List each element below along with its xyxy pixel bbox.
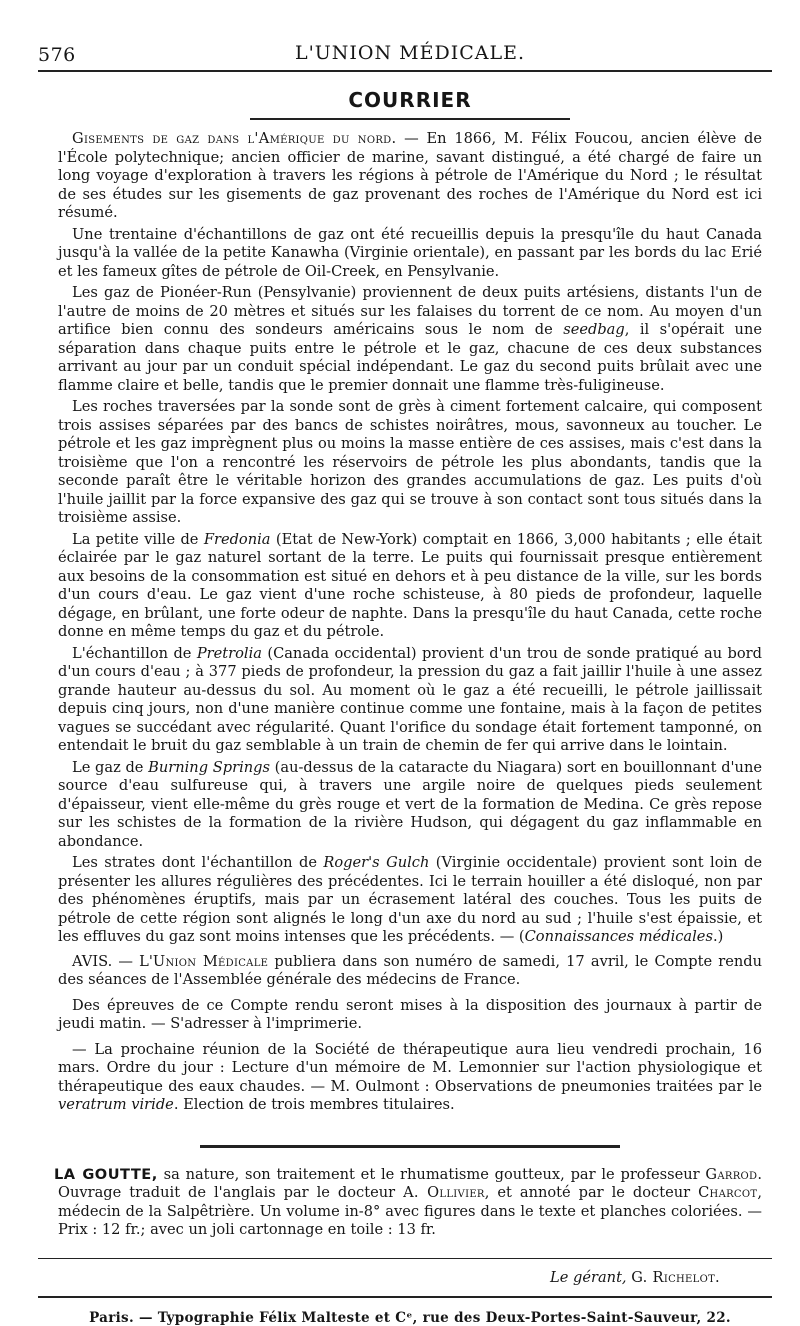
- article-paragraph: Le gaz de Burning Springs (au-dessus de la cataracte du Niagara) sort en bouillonnant d'une source d'eau sulfureuse qui, à travers une argile noire de quelques pieds seulement d'épaisseur, vient elle-même du grès rouge et vert de la formation de Medina. Ce grès repose sur les schistes de la formation de la rivière Hudson, qui dégagent du gaz inflammable en abondance.: [58, 758, 762, 850]
- section-title-rule: [250, 118, 570, 120]
- notices: [58, 953, 762, 1115]
- article-paragraph: Les gaz de Pionéer-Run (Pensylvanie) proviennent de deux puits artésiens, distants l'un de l'autre de moins de 20 mètres et situés sur les falaises du torrent de ce nom. Au moyen d'un artifice bien connu des sondeurs américains sous le nom de seedbag, il s'opérait une séparation dans chaque puits entre le pétrole et le gaz, chacune de ces deux substances arrivant au jour par un conduit spécial indépendant. Le gaz du second puits brûlait avec une flamme claire et belle, tandis que le premier donnait une flamme très-fuligineuse.: [58, 284, 762, 394]
- book-advertisement: LA GOUTTE, sa nature, son traitement et le rhumatisme goutteux, par le professeur Garrod. Ouvrage traduit de l'anglais par le docteur A. Ollivier, et annoté par le docteur Charcot, médecin de la Salpêtrière. Un volume in-8° avec figures dans le texte et planches coloriées. — Prix : 12 fr.; avec un joli cartonnage en toile : 13 fr.: [54, 1165, 763, 1238]
- article-gas-deposits: [58, 130, 762, 947]
- running-head: [38, 36, 762, 70]
- page-number: 576: [38, 44, 76, 66]
- italic-place: Burning Springs: [148, 758, 270, 776]
- italic-place: Roger's Gulch: [323, 854, 430, 871]
- article-paragraph: La petite ville de Fredonia (Etat de New-York) comptait en 1866, 3,000 habitants ; elle était éclairée par le gaz naturel sortant de la terre. Le puits qui fournissait presque entièrement aux besoins de la consommation est situé en dehors et à peu distance de la ville, sur les bords d'un cours d'eau. Le gaz vient d'une roche schisteuse, à 80 pieds de profondeur, laquelle dégage, en brûlant, une forte odeur de naphte. Dans la presqu'île du haut Canada, cette roche donne en même temps du gaz et du pétrole.: [58, 530, 762, 640]
- avis-notice: AVIS. — L'Union Médicale publiera dans son numéro de samedi, 17 avril, le Compte rendu des séances de l'Assemblée générale des médecins de France.: [58, 952, 763, 988]
- footer-rule-bottom: [38, 1296, 772, 1298]
- article-paragraph: L'échantillon de Pretrolia (Canada occidental) provient d'un trou de sonde pratiqué au bord d'un cours d'eau ; à 377 pieds de profondeur, la pression du gaz a fait jaillir l'huile à une assez grande hauteur au-dessus du sol. Au moment où le gaz a été recueilli, le pétrole jaillissait depuis cinq jours, non d'une manière continue comme une fontaine, mais à la façon de petites vagues se succédant avec régularité. Quant l'orifice du sondage était fortement tamponné, on entendait le bruit du gaz semblable à un train de chemin de fer qui arrive dans le lointain.: [58, 644, 762, 754]
- article-paragraph: Les strates dont l'échantillon de Roger's Gulch (Virginie occidentale) provient sont loin de présenter les allures régulières des précédentes. Ici le terrain houiller a été disloqué, non par des phénomènes éruptifs, mais par un écrasement latéral des couches. Tous les puits de pétrole de cette région sont alignés le long d'un axe du nord au sud ; l'huile s'est épaissie, et les effluves du gaz sont moins intenses que les précédents. — (Connaissances médicales.): [58, 854, 762, 945]
- italic-term: seedbag: [563, 321, 625, 338]
- journal-title: L'UNION MÉDICALE.: [294, 42, 526, 64]
- meeting-notice: — La prochaine réunion de la Société de thérapeutique aura lieu vendredi prochain, 16 mars. Ordre du jour : Lecture d'un mémoire de M. Lemonnier sur l'action physiologique et thérapeutique des eaux chaudes. — M. Oulmont : Observations de pneumonies traitées par le veratrum viride. Election de trois membres titulaires.: [58, 1040, 762, 1113]
- section-title: COURRIER: [348, 88, 472, 112]
- proofs-notice: Des épreuves de ce Compte rendu seront mises à la disposition des journaux à partir de jeudi matin. — S'adresser à l'imprimerie.: [58, 996, 762, 1032]
- article-paragraph: Une trentaine d'échantillons de gaz ont été recueillis depuis la presqu'île du haut Canada jusqu'à la vallée de la petite Kanawha (Virginie orientale), en passant par les bords du lac Erié et les fameux gîtes de pétrole de Oil-Creek, en Pensylvanie.: [58, 225, 762, 280]
- italic-source: Connaissances médicales: [524, 928, 713, 945]
- header-rule: [38, 70, 772, 72]
- book-title: LA GOUTTE,: [54, 1165, 158, 1183]
- separator-rule: [200, 1145, 620, 1148]
- article-heading: Gisements de gaz dans l'Amérique du nord.: [72, 130, 397, 147]
- signature: Le gérant, G. Richelot.: [550, 1268, 720, 1286]
- printer-imprint: Paris. — Typographie Félix Malteste et Cᵉ, rue des Deux-Portes-Saint-Sauveur, 22.: [89, 1309, 731, 1326]
- italic-place: Pretrolia: [196, 644, 262, 662]
- italic-place: Fredonia: [203, 530, 271, 548]
- article-paragraph: Gisements de gaz dans l'Amérique du nord. — En 1866, M. Félix Foucou, ancien élève de l'École polytechnique; ancien officier de marine, savant distingué, a été chargé de faire un long voyage d'exploration à travers les régions à pétrole de l'Amérique du Nord ; le résultat de ses études sur les gisements de gaz provenant des roches de l'Amérique du Nord est ici résumé.: [58, 130, 763, 221]
- article-paragraph: Les roches traversées par la sonde sont de grès à ciment fortement calcaire, qui composent trois assises séparées par des bancs de schistes noirâtres, mous, savonneux au toucher. Le pétrole et les gaz imprègnent plus ou moins la masse entière de ces assises, mais c'est dans la troisième que l'on a rencontré les réservoirs de pétrole les plus abondants, tandis que la seconde paraît être le véritable horizon des grandes accumulations de gaz. Les puits d'où l'huile jaillit par la force expansive des gaz qui se trouve à son contact sont tous situés dans la troisième assise.: [58, 398, 762, 526]
- footer-rule-top: [38, 1258, 772, 1259]
